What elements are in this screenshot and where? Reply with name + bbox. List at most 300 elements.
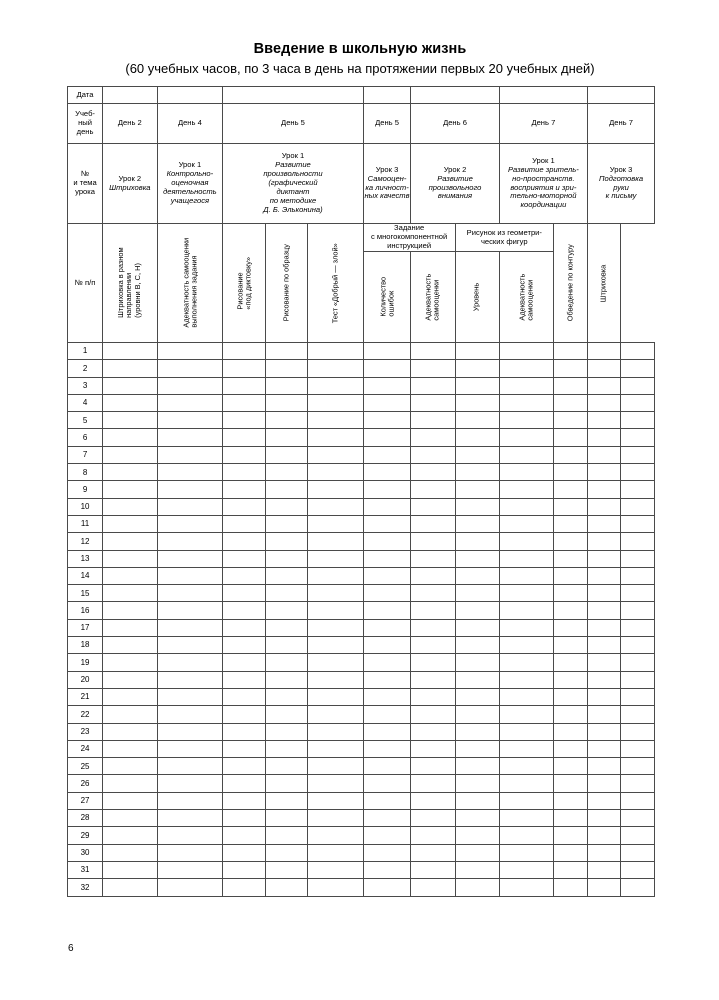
data-cell-r5-c1[interactable]: [103, 412, 157, 429]
data-cell-r13-c4[interactable]: [266, 550, 308, 567]
data-cell-r15-c3[interactable]: [223, 585, 266, 602]
data-cell-r1-c7[interactable]: [411, 343, 455, 360]
data-cell-r18-c8[interactable]: [455, 637, 499, 654]
data-cell-r4-c1[interactable]: [103, 394, 157, 411]
data-cell-r7-c10[interactable]: [554, 446, 588, 463]
data-cell-r2-c6[interactable]: [363, 360, 411, 377]
data-cell-r26-c10[interactable]: [554, 775, 588, 792]
data-cell-r18-c1[interactable]: [103, 637, 157, 654]
data-cell-r29-c10[interactable]: [554, 827, 588, 844]
data-cell-r30-c12[interactable]: [620, 844, 654, 861]
data-cell-r22-c12[interactable]: [620, 706, 654, 723]
data-cell-r26-c12[interactable]: [620, 775, 654, 792]
data-cell-r5-c7[interactable]: [411, 412, 455, 429]
data-cell-r19-c6[interactable]: [363, 654, 411, 671]
data-cell-r30-c11[interactable]: [588, 844, 621, 861]
data-cell-r19-c8[interactable]: [455, 654, 499, 671]
data-cell-r3-c3[interactable]: [223, 377, 266, 394]
data-cell-r8-c8[interactable]: [455, 464, 499, 481]
data-cell-r26-c8[interactable]: [455, 775, 499, 792]
data-cell-r22-c7[interactable]: [411, 706, 455, 723]
data-cell-r23-c4[interactable]: [266, 723, 308, 740]
date-cell-day2[interactable]: [103, 87, 157, 104]
data-cell-r14-c11[interactable]: [588, 567, 621, 584]
data-cell-r10-c3[interactable]: [223, 498, 266, 515]
data-cell-r24-c7[interactable]: [411, 740, 455, 757]
data-cell-r6-c8[interactable]: [455, 429, 499, 446]
data-cell-r32-c5[interactable]: [308, 879, 364, 896]
data-cell-r1-c4[interactable]: [266, 343, 308, 360]
data-cell-r21-c10[interactable]: [554, 688, 588, 705]
data-cell-r12-c1[interactable]: [103, 533, 157, 550]
data-cell-r26-c9[interactable]: [499, 775, 553, 792]
data-cell-r28-c4[interactable]: [266, 810, 308, 827]
data-cell-r25-c7[interactable]: [411, 758, 455, 775]
data-cell-r1-c12[interactable]: [620, 343, 654, 360]
data-cell-r22-c11[interactable]: [588, 706, 621, 723]
data-cell-r19-c5[interactable]: [308, 654, 364, 671]
data-cell-r16-c1[interactable]: [103, 602, 157, 619]
data-cell-r30-c3[interactable]: [223, 844, 266, 861]
data-cell-r24-c5[interactable]: [308, 740, 364, 757]
data-cell-r7-c5[interactable]: [308, 446, 364, 463]
data-cell-r2-c8[interactable]: [455, 360, 499, 377]
data-cell-r11-c11[interactable]: [588, 515, 621, 532]
data-cell-r13-c7[interactable]: [411, 550, 455, 567]
data-cell-r20-c2[interactable]: [157, 671, 223, 688]
data-cell-r27-c10[interactable]: [554, 792, 588, 809]
data-cell-r21-c11[interactable]: [588, 688, 621, 705]
data-cell-r6-c9[interactable]: [499, 429, 553, 446]
data-cell-r29-c4[interactable]: [266, 827, 308, 844]
data-cell-r5-c2[interactable]: [157, 412, 223, 429]
data-cell-r26-c1[interactable]: [103, 775, 157, 792]
data-cell-r15-c7[interactable]: [411, 585, 455, 602]
data-cell-r21-c1[interactable]: [103, 688, 157, 705]
data-cell-r25-c3[interactable]: [223, 758, 266, 775]
data-cell-r28-c12[interactable]: [620, 810, 654, 827]
data-cell-r32-c2[interactable]: [157, 879, 223, 896]
data-cell-r7-c2[interactable]: [157, 446, 223, 463]
data-cell-r6-c2[interactable]: [157, 429, 223, 446]
data-cell-r2-c4[interactable]: [266, 360, 308, 377]
data-cell-r11-c9[interactable]: [499, 515, 553, 532]
data-cell-r27-c11[interactable]: [588, 792, 621, 809]
data-cell-r15-c9[interactable]: [499, 585, 553, 602]
date-cell-day7a[interactable]: [499, 87, 587, 104]
data-cell-r15-c5[interactable]: [308, 585, 364, 602]
data-cell-r31-c12[interactable]: [620, 861, 654, 878]
data-cell-r27-c2[interactable]: [157, 792, 223, 809]
data-cell-r7-c7[interactable]: [411, 446, 455, 463]
data-cell-r21-c7[interactable]: [411, 688, 455, 705]
data-cell-r12-c11[interactable]: [588, 533, 621, 550]
data-cell-r24-c4[interactable]: [266, 740, 308, 757]
data-cell-r20-c9[interactable]: [499, 671, 553, 688]
data-cell-r11-c12[interactable]: [620, 515, 654, 532]
data-cell-r20-c7[interactable]: [411, 671, 455, 688]
data-cell-r28-c2[interactable]: [157, 810, 223, 827]
data-cell-r31-c2[interactable]: [157, 861, 223, 878]
data-cell-r9-c7[interactable]: [411, 481, 455, 498]
data-cell-r20-c5[interactable]: [308, 671, 364, 688]
data-cell-r12-c6[interactable]: [363, 533, 411, 550]
data-cell-r15-c4[interactable]: [266, 585, 308, 602]
data-cell-r4-c2[interactable]: [157, 394, 223, 411]
data-cell-r19-c9[interactable]: [499, 654, 553, 671]
data-cell-r30-c6[interactable]: [363, 844, 411, 861]
data-cell-r13-c6[interactable]: [363, 550, 411, 567]
data-cell-r9-c8[interactable]: [455, 481, 499, 498]
data-cell-r18-c5[interactable]: [308, 637, 364, 654]
data-cell-r12-c3[interactable]: [223, 533, 266, 550]
data-cell-r14-c5[interactable]: [308, 567, 364, 584]
data-cell-r5-c11[interactable]: [588, 412, 621, 429]
data-cell-r20-c10[interactable]: [554, 671, 588, 688]
data-cell-r16-c7[interactable]: [411, 602, 455, 619]
data-cell-r25-c9[interactable]: [499, 758, 553, 775]
data-cell-r26-c2[interactable]: [157, 775, 223, 792]
data-cell-r12-c5[interactable]: [308, 533, 364, 550]
data-cell-r26-c5[interactable]: [308, 775, 364, 792]
data-cell-r16-c9[interactable]: [499, 602, 553, 619]
data-cell-r5-c6[interactable]: [363, 412, 411, 429]
data-cell-r14-c10[interactable]: [554, 567, 588, 584]
data-cell-r17-c4[interactable]: [266, 619, 308, 636]
data-cell-r22-c8[interactable]: [455, 706, 499, 723]
data-cell-r11-c2[interactable]: [157, 515, 223, 532]
data-cell-r10-c2[interactable]: [157, 498, 223, 515]
data-cell-r26-c3[interactable]: [223, 775, 266, 792]
data-cell-r25-c10[interactable]: [554, 758, 588, 775]
date-cell-day6[interactable]: [411, 87, 499, 104]
data-cell-r29-c9[interactable]: [499, 827, 553, 844]
data-cell-r28-c9[interactable]: [499, 810, 553, 827]
data-cell-r21-c8[interactable]: [455, 688, 499, 705]
data-cell-r19-c1[interactable]: [103, 654, 157, 671]
data-cell-r24-c1[interactable]: [103, 740, 157, 757]
data-cell-r18-c10[interactable]: [554, 637, 588, 654]
data-cell-r9-c2[interactable]: [157, 481, 223, 498]
data-cell-r26-c11[interactable]: [588, 775, 621, 792]
data-cell-r6-c5[interactable]: [308, 429, 364, 446]
data-cell-r7-c8[interactable]: [455, 446, 499, 463]
data-cell-r11-c1[interactable]: [103, 515, 157, 532]
data-cell-r13-c10[interactable]: [554, 550, 588, 567]
data-cell-r18-c9[interactable]: [499, 637, 553, 654]
data-cell-r7-c11[interactable]: [588, 446, 621, 463]
data-cell-r17-c2[interactable]: [157, 619, 223, 636]
data-cell-r9-c4[interactable]: [266, 481, 308, 498]
data-cell-r3-c1[interactable]: [103, 377, 157, 394]
data-cell-r12-c10[interactable]: [554, 533, 588, 550]
data-cell-r22-c6[interactable]: [363, 706, 411, 723]
data-cell-r31-c4[interactable]: [266, 861, 308, 878]
data-cell-r22-c2[interactable]: [157, 706, 223, 723]
data-cell-r6-c3[interactable]: [223, 429, 266, 446]
data-cell-r24-c8[interactable]: [455, 740, 499, 757]
data-cell-r7-c12[interactable]: [620, 446, 654, 463]
data-cell-r27-c1[interactable]: [103, 792, 157, 809]
data-cell-r32-c9[interactable]: [499, 879, 553, 896]
data-cell-r4-c11[interactable]: [588, 394, 621, 411]
data-cell-r5-c12[interactable]: [620, 412, 654, 429]
data-cell-r16-c10[interactable]: [554, 602, 588, 619]
data-cell-r24-c2[interactable]: [157, 740, 223, 757]
data-cell-r10-c9[interactable]: [499, 498, 553, 515]
data-cell-r10-c5[interactable]: [308, 498, 364, 515]
data-cell-r19-c3[interactable]: [223, 654, 266, 671]
data-cell-r4-c7[interactable]: [411, 394, 455, 411]
data-cell-r16-c5[interactable]: [308, 602, 364, 619]
data-cell-r21-c4[interactable]: [266, 688, 308, 705]
data-cell-r13-c3[interactable]: [223, 550, 266, 567]
data-cell-r21-c2[interactable]: [157, 688, 223, 705]
data-cell-r25-c4[interactable]: [266, 758, 308, 775]
data-cell-r14-c7[interactable]: [411, 567, 455, 584]
data-cell-r20-c12[interactable]: [620, 671, 654, 688]
data-cell-r17-c11[interactable]: [588, 619, 621, 636]
data-cell-r11-c7[interactable]: [411, 515, 455, 532]
data-cell-r15-c12[interactable]: [620, 585, 654, 602]
data-cell-r20-c11[interactable]: [588, 671, 621, 688]
data-cell-r31-c8[interactable]: [455, 861, 499, 878]
data-cell-r17-c7[interactable]: [411, 619, 455, 636]
data-cell-r7-c3[interactable]: [223, 446, 266, 463]
data-cell-r25-c6[interactable]: [363, 758, 411, 775]
data-cell-r3-c5[interactable]: [308, 377, 364, 394]
data-cell-r30-c10[interactable]: [554, 844, 588, 861]
data-cell-r17-c6[interactable]: [363, 619, 411, 636]
data-cell-r3-c9[interactable]: [499, 377, 553, 394]
data-cell-r8-c1[interactable]: [103, 464, 157, 481]
data-cell-r11-c8[interactable]: [455, 515, 499, 532]
data-cell-r8-c6[interactable]: [363, 464, 411, 481]
data-cell-r1-c11[interactable]: [588, 343, 621, 360]
data-cell-r18-c2[interactable]: [157, 637, 223, 654]
data-cell-r15-c10[interactable]: [554, 585, 588, 602]
data-cell-r17-c9[interactable]: [499, 619, 553, 636]
data-cell-r23-c7[interactable]: [411, 723, 455, 740]
data-cell-r2-c11[interactable]: [588, 360, 621, 377]
data-cell-r32-c3[interactable]: [223, 879, 266, 896]
data-cell-r3-c2[interactable]: [157, 377, 223, 394]
data-cell-r2-c9[interactable]: [499, 360, 553, 377]
data-cell-r2-c12[interactable]: [620, 360, 654, 377]
data-cell-r1-c8[interactable]: [455, 343, 499, 360]
data-cell-r18-c4[interactable]: [266, 637, 308, 654]
data-cell-r22-c1[interactable]: [103, 706, 157, 723]
data-cell-r13-c1[interactable]: [103, 550, 157, 567]
data-cell-r23-c9[interactable]: [499, 723, 553, 740]
data-cell-r29-c12[interactable]: [620, 827, 654, 844]
data-cell-r25-c1[interactable]: [103, 758, 157, 775]
data-cell-r1-c3[interactable]: [223, 343, 266, 360]
data-cell-r6-c11[interactable]: [588, 429, 621, 446]
data-cell-r25-c2[interactable]: [157, 758, 223, 775]
data-cell-r16-c6[interactable]: [363, 602, 411, 619]
data-cell-r2-c2[interactable]: [157, 360, 223, 377]
data-cell-r12-c12[interactable]: [620, 533, 654, 550]
data-cell-r14-c3[interactable]: [223, 567, 266, 584]
data-cell-r24-c6[interactable]: [363, 740, 411, 757]
data-cell-r14-c1[interactable]: [103, 567, 157, 584]
data-cell-r3-c6[interactable]: [363, 377, 411, 394]
data-cell-r21-c12[interactable]: [620, 688, 654, 705]
data-cell-r5-c3[interactable]: [223, 412, 266, 429]
data-cell-r18-c12[interactable]: [620, 637, 654, 654]
data-cell-r10-c1[interactable]: [103, 498, 157, 515]
data-cell-r19-c2[interactable]: [157, 654, 223, 671]
data-cell-r7-c1[interactable]: [103, 446, 157, 463]
data-cell-r11-c10[interactable]: [554, 515, 588, 532]
data-cell-r10-c12[interactable]: [620, 498, 654, 515]
data-cell-r9-c11[interactable]: [588, 481, 621, 498]
data-cell-r30-c9[interactable]: [499, 844, 553, 861]
data-cell-r25-c5[interactable]: [308, 758, 364, 775]
data-cell-r14-c9[interactable]: [499, 567, 553, 584]
data-cell-r6-c7[interactable]: [411, 429, 455, 446]
data-cell-r26-c4[interactable]: [266, 775, 308, 792]
date-cell-day5b[interactable]: [363, 87, 411, 104]
data-cell-r7-c6[interactable]: [363, 446, 411, 463]
data-cell-r10-c4[interactable]: [266, 498, 308, 515]
data-cell-r17-c1[interactable]: [103, 619, 157, 636]
data-cell-r32-c4[interactable]: [266, 879, 308, 896]
data-cell-r25-c12[interactable]: [620, 758, 654, 775]
data-cell-r11-c6[interactable]: [363, 515, 411, 532]
data-cell-r3-c10[interactable]: [554, 377, 588, 394]
data-cell-r31-c1[interactable]: [103, 861, 157, 878]
data-cell-r30-c8[interactable]: [455, 844, 499, 861]
data-cell-r14-c12[interactable]: [620, 567, 654, 584]
data-cell-r3-c8[interactable]: [455, 377, 499, 394]
data-cell-r20-c6[interactable]: [363, 671, 411, 688]
data-cell-r24-c11[interactable]: [588, 740, 621, 757]
data-cell-r5-c4[interactable]: [266, 412, 308, 429]
data-cell-r27-c7[interactable]: [411, 792, 455, 809]
data-cell-r12-c2[interactable]: [157, 533, 223, 550]
data-cell-r4-c9[interactable]: [499, 394, 553, 411]
data-cell-r8-c12[interactable]: [620, 464, 654, 481]
data-cell-r8-c10[interactable]: [554, 464, 588, 481]
data-cell-r5-c10[interactable]: [554, 412, 588, 429]
data-cell-r21-c6[interactable]: [363, 688, 411, 705]
data-cell-r31-c5[interactable]: [308, 861, 364, 878]
date-cell-day7b[interactable]: [588, 87, 655, 104]
data-cell-r18-c6[interactable]: [363, 637, 411, 654]
data-cell-r26-c7[interactable]: [411, 775, 455, 792]
data-cell-r1-c1[interactable]: [103, 343, 157, 360]
data-cell-r32-c7[interactable]: [411, 879, 455, 896]
data-cell-r4-c10[interactable]: [554, 394, 588, 411]
data-cell-r10-c10[interactable]: [554, 498, 588, 515]
data-cell-r8-c5[interactable]: [308, 464, 364, 481]
data-cell-r23-c2[interactable]: [157, 723, 223, 740]
data-cell-r29-c1[interactable]: [103, 827, 157, 844]
data-cell-r19-c11[interactable]: [588, 654, 621, 671]
data-cell-r21-c9[interactable]: [499, 688, 553, 705]
data-cell-r6-c12[interactable]: [620, 429, 654, 446]
data-cell-r25-c11[interactable]: [588, 758, 621, 775]
data-cell-r13-c12[interactable]: [620, 550, 654, 567]
data-cell-r20-c8[interactable]: [455, 671, 499, 688]
data-cell-r22-c3[interactable]: [223, 706, 266, 723]
data-cell-r3-c4[interactable]: [266, 377, 308, 394]
data-cell-r4-c3[interactable]: [223, 394, 266, 411]
data-cell-r6-c10[interactable]: [554, 429, 588, 446]
data-cell-r15-c8[interactable]: [455, 585, 499, 602]
data-cell-r15-c11[interactable]: [588, 585, 621, 602]
data-cell-r2-c3[interactable]: [223, 360, 266, 377]
data-cell-r27-c4[interactable]: [266, 792, 308, 809]
data-cell-r28-c7[interactable]: [411, 810, 455, 827]
data-cell-r4-c12[interactable]: [620, 394, 654, 411]
data-cell-r10-c8[interactable]: [455, 498, 499, 515]
data-cell-r15-c2[interactable]: [157, 585, 223, 602]
data-cell-r29-c7[interactable]: [411, 827, 455, 844]
data-cell-r24-c10[interactable]: [554, 740, 588, 757]
data-cell-r16-c12[interactable]: [620, 602, 654, 619]
data-cell-r6-c6[interactable]: [363, 429, 411, 446]
data-cell-r8-c3[interactable]: [223, 464, 266, 481]
data-cell-r32-c1[interactable]: [103, 879, 157, 896]
data-cell-r7-c4[interactable]: [266, 446, 308, 463]
data-cell-r20-c4[interactable]: [266, 671, 308, 688]
data-cell-r19-c4[interactable]: [266, 654, 308, 671]
data-cell-r30-c5[interactable]: [308, 844, 364, 861]
data-cell-r1-c2[interactable]: [157, 343, 223, 360]
data-cell-r29-c5[interactable]: [308, 827, 364, 844]
data-cell-r29-c6[interactable]: [363, 827, 411, 844]
data-cell-r19-c7[interactable]: [411, 654, 455, 671]
data-cell-r18-c3[interactable]: [223, 637, 266, 654]
data-cell-r30-c7[interactable]: [411, 844, 455, 861]
data-cell-r5-c8[interactable]: [455, 412, 499, 429]
data-cell-r12-c4[interactable]: [266, 533, 308, 550]
data-cell-r17-c8[interactable]: [455, 619, 499, 636]
data-cell-r29-c8[interactable]: [455, 827, 499, 844]
data-cell-r8-c11[interactable]: [588, 464, 621, 481]
data-cell-r25-c8[interactable]: [455, 758, 499, 775]
data-cell-r27-c9[interactable]: [499, 792, 553, 809]
data-cell-r7-c9[interactable]: [499, 446, 553, 463]
data-cell-r2-c1[interactable]: [103, 360, 157, 377]
data-cell-r29-c11[interactable]: [588, 827, 621, 844]
data-cell-r28-c10[interactable]: [554, 810, 588, 827]
data-cell-r9-c10[interactable]: [554, 481, 588, 498]
data-cell-r12-c7[interactable]: [411, 533, 455, 550]
data-cell-r1-c10[interactable]: [554, 343, 588, 360]
data-cell-r32-c12[interactable]: [620, 879, 654, 896]
data-cell-r32-c10[interactable]: [554, 879, 588, 896]
data-cell-r29-c2[interactable]: [157, 827, 223, 844]
data-cell-r13-c5[interactable]: [308, 550, 364, 567]
data-cell-r14-c8[interactable]: [455, 567, 499, 584]
data-cell-r24-c3[interactable]: [223, 740, 266, 757]
data-cell-r24-c12[interactable]: [620, 740, 654, 757]
data-cell-r14-c4[interactable]: [266, 567, 308, 584]
data-cell-r13-c9[interactable]: [499, 550, 553, 567]
data-cell-r19-c10[interactable]: [554, 654, 588, 671]
data-cell-r20-c3[interactable]: [223, 671, 266, 688]
data-cell-r23-c1[interactable]: [103, 723, 157, 740]
data-cell-r21-c3[interactable]: [223, 688, 266, 705]
data-cell-r28-c11[interactable]: [588, 810, 621, 827]
data-cell-r30-c4[interactable]: [266, 844, 308, 861]
data-cell-r1-c6[interactable]: [363, 343, 411, 360]
data-cell-r18-c7[interactable]: [411, 637, 455, 654]
